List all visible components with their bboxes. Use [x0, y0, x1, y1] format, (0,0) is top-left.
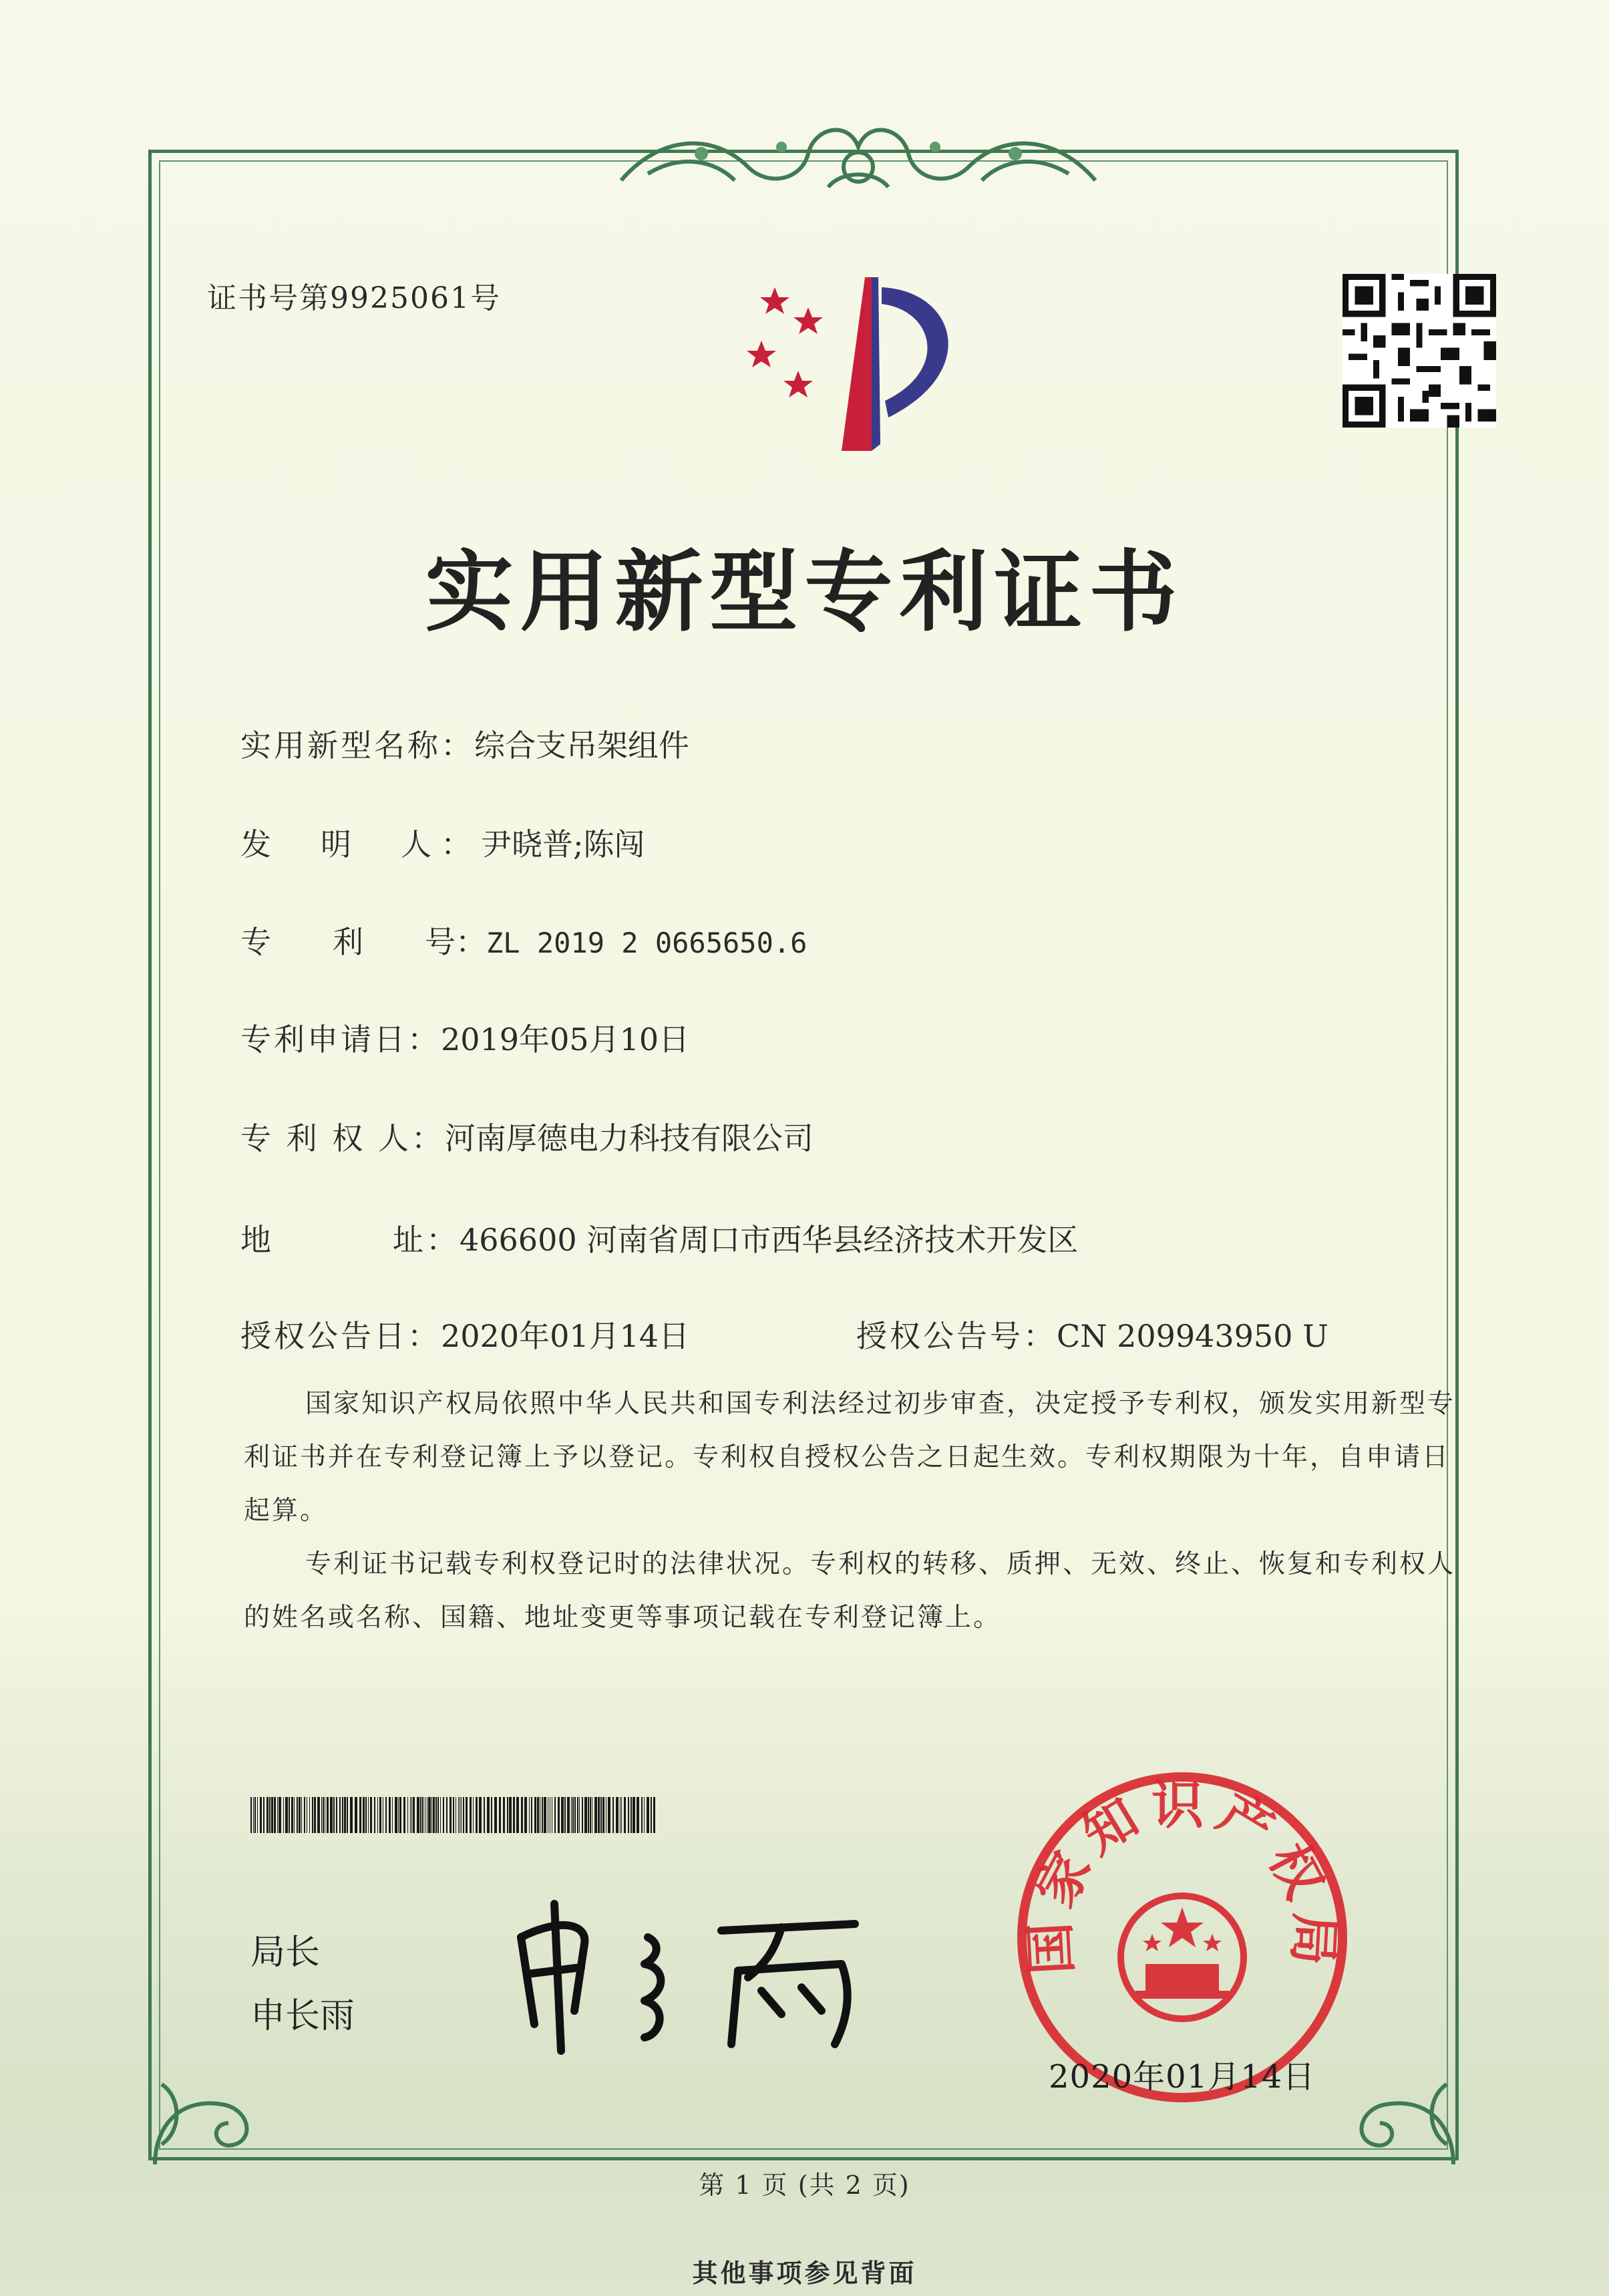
qr-code-icon	[1343, 274, 1496, 428]
patentee-value: 河南厚德电力科技有限公司	[444, 1120, 814, 1156]
footer-note: 其他事项参见背面	[692, 2258, 917, 2288]
certificate-number: 证书号第9925061号	[207, 281, 501, 315]
barcode-icon	[250, 1797, 658, 1833]
patent-number-row	[240, 918, 807, 962]
director-signature-icon	[508, 1891, 882, 2058]
patent-number-label: 专 利 号：	[240, 924, 486, 960]
corner-ornament-left-icon	[142, 2044, 275, 2178]
patent-office-emblem-icon	[735, 264, 982, 458]
grant-number-label: 授权公告号：	[856, 1318, 1057, 1354]
address-row	[240, 1216, 1078, 1260]
application-date-value: 2019年05月10日	[441, 1021, 690, 1057]
patentee-label: 专 利 权 人：	[240, 1120, 445, 1156]
top-ornament-icon	[608, 107, 1109, 200]
legal-status-paragraph: 专利证书记载专利权登记时的法律状况。专利权的转移、质押、无效、终止、恢复和专利权人的姓名或名称、国籍、地址变更等事项记载在专利登记簿上。	[244, 1549, 1456, 1633]
page-number: 第 1 页 (共 2 页)	[699, 2170, 910, 2200]
grant-number-row	[856, 1312, 1328, 1356]
inventor-row	[240, 820, 645, 864]
certificate-title: 实用新型专利证书	[425, 540, 1184, 644]
grant-date-label: 授权公告日：	[240, 1318, 441, 1354]
inventor-value: 尹晓普;陈闯	[481, 826, 645, 862]
grant-number-value: CN 209943950 U	[1057, 1318, 1328, 1354]
application-date-label: 专利申请日：	[240, 1021, 441, 1057]
application-date-row	[240, 1015, 689, 1059]
utility-model-name-value: 综合支吊架组件	[474, 727, 689, 764]
utility-model-name-row	[240, 721, 689, 766]
seal-date: 2020年01月14日	[1049, 2058, 1316, 2096]
grant-date-row	[240, 1312, 689, 1356]
inventor-label: 发 明 人：	[240, 826, 481, 862]
address-label-second: 址：	[393, 1222, 460, 1258]
certificate-statement-paragraph: 国家知识产权局依照中华人民共和国专利法经过初步审查，决定授予专利权，颁发实用新型专利证书并在专利登记簿上予以登记。专利权自授权公告之日起生效。专利权期限为十年，自申请日起算。	[244, 1389, 1456, 1526]
director-name: 申长雨	[250, 1996, 355, 2036]
svg-text:国家知识产权局	[1020, 1776, 1345, 1976]
grant-date-value: 2020年01月14日	[441, 1318, 690, 1354]
patentee-row	[240, 1114, 814, 1158]
utility-model-name-label: 实用新型名称：	[240, 727, 474, 764]
address-label-first: 地	[240, 1222, 274, 1258]
address-value: 466600 河南省周口市西华县经济技术开发区	[460, 1222, 1079, 1258]
seal-text: 国家知识产权局	[1019, 1776, 1345, 1977]
patent-number-value: ZL 2019 2 0665650.6	[486, 927, 808, 959]
director-title: 局长	[250, 1933, 321, 1973]
